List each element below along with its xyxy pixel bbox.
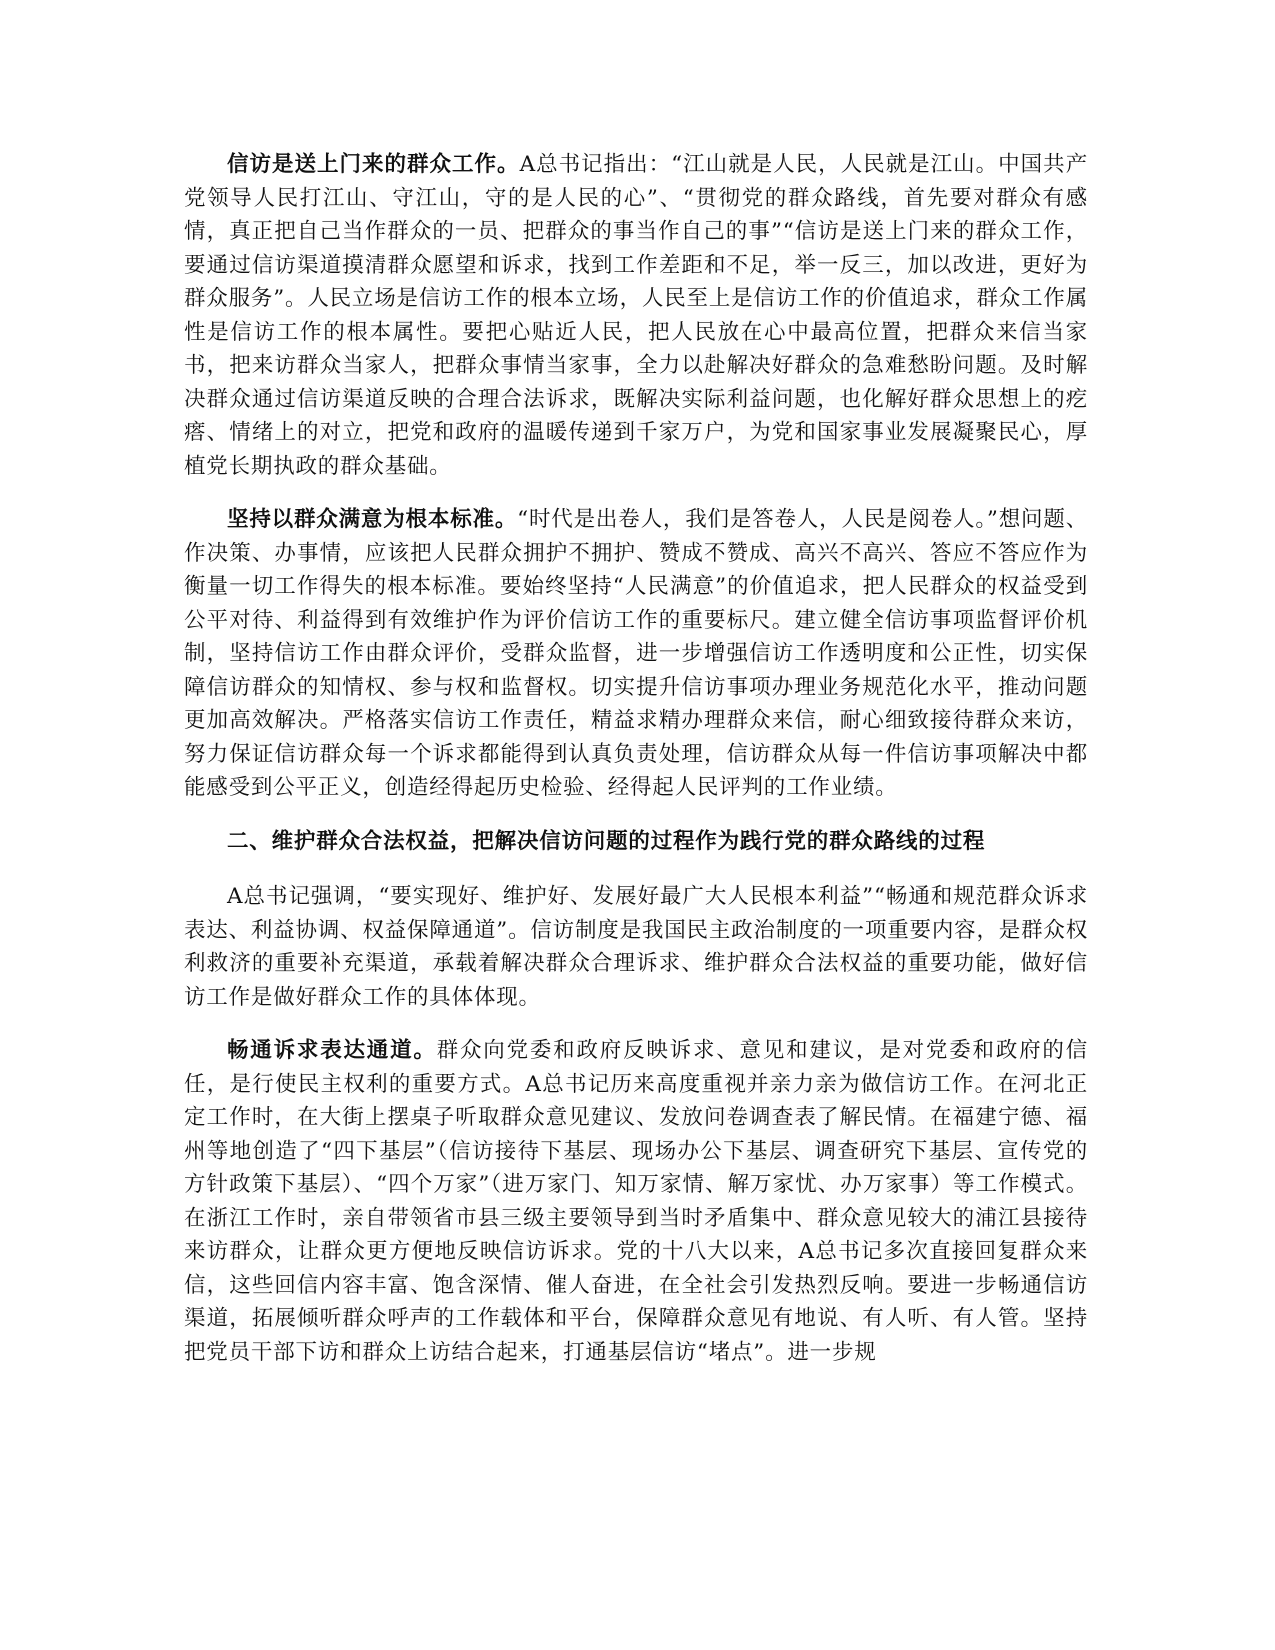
paragraph-body: A总书记指出：“江山就是人民，人民就是江山。中国共产党领导人民打江山、守江山，守的是人民的心”、“贯彻党的群众路线，首先要对群众有感情，真正把自己当作群众的一员、把群众的事当作自己的事”“信访是送上门来的群众工作，要通过信访渠道摸清群众愿望和诉求，找到工作差距和不足，举一反三，加以改进，更好为群众服务”。人民立场是信访工作的根本立场，人民至上是信访工作的价值追求，群众工作属性是信访工作的根本属性。要把心贴近人民，把人民放在心中最高位置，把群众来信当家书，把来访群众当家人，把群众事情当家事，全力以赴解决好群众的急难愁盼问题。及时解决群众通过信访渠道反映的合理合法诉求，既解决实际利益问题，也化解好群众思想上的疙瘩、情绪上的对立，把党和政府的温暖传递到千家万户，为党和国家事业发展凝聚民心，厚植党长期执政的群众基础。	[184, 152, 1088, 479]
paragraph-satisfaction-standard	[184, 503, 1088, 805]
paragraph-appeal-channels	[184, 1034, 1088, 1369]
paragraph-rights-protection: A总书记强调，“要实现好、维护好、发展好最广大人民根本利益”“畅通和规范群众诉求表达、利益协调、权益保障通道”。信访制度是我国民主政治制度的一项重要内容，是群众权利救济的重要补充渠道，承载着解决群众合理诉求、维护群众合法权益的重要功能，做好信访工作是做好群众工作的具体体现。	[184, 884, 1088, 1010]
paragraph-petition-mass-work	[184, 148, 1088, 483]
document-page	[184, 148, 1088, 1389]
paragraph-body: “时代是出卷人，我们是答卷人，人民是阅卷人。”想问题、作决策、办事情，应该把人民群众拥护不拥护、赞成不赞成、高兴不高兴、答应不答应作为衡量一切工作得失的根本标准。要始终坚持“人民满意”的价值追求，把人民群众的权益受到公平对待、利益得到有效维护作为评价信访工作的重要标尺。建立健全信访事项监督评价机制，坚持信访工作由群众评价，受群众监督，进一步增强信访工作透明度和公正性，切实保障信访群众的知情权、参与权和监督权。切实提升信访事项办理业务规范化水平，推动问题更加高效解决。严格落实信访工作责任，精益求精办理群众来信，耐心细致接待群众来访，努力保证信访群众每一个诉求都能得到认真负责处理，信访群众从每一件信访事项解决中都能感受到公平正义，创造经得起历史检验、经得起人民评判的工作业绩。	[184, 507, 1088, 800]
paragraph-lead: 信访是送上门来的群众工作。	[227, 152, 520, 177]
paragraph-lead: 畅通诉求表达通道。	[227, 1038, 437, 1063]
paragraph-body: 群众向党委和政府反映诉求、意见和建议，是对党委和政府的信任，是行使民主权利的重要方式。A总书记历来高度重视并亲力亲为做信访工作。在河北正定工作时，在大街上摆桌子听取群众意见建议、发放问卷调查表了解民情。在福建宁德、福州等地创造了“四下基层”（信访接待下基层、现场办公下基层、调查研究下基层、宣传党的方针政策下基层）、“四个万家”（进万家门、知万家情、解万家忧、办万家事）等工作模式。在浙江工作时，亲自带领省市县三级主要领导到当时矛盾集中、群众意见较大的浦江县接待来访群众，让群众更方便地反映信访诉求。党的十八大以来，A总书记多次直接回复群众来信，这些回信内容丰富、饱含深情、催人奋进，在全社会引发热烈反响。要进一步畅通信访渠道，拓展倾听群众呼声的工作载体和平台，保障群众意见有地说、有人听、有人管。坚持把党员干部下访和群众上访结合起来，打通基层信访“堵点”。进一步规	[184, 1038, 1089, 1365]
section-heading: 二、维护群众合法权益，把解决信访问题的过程作为践行党的群众路线的过程	[227, 828, 986, 854]
paragraph-lead: 坚持以群众满意为根本标准。	[227, 507, 518, 532]
